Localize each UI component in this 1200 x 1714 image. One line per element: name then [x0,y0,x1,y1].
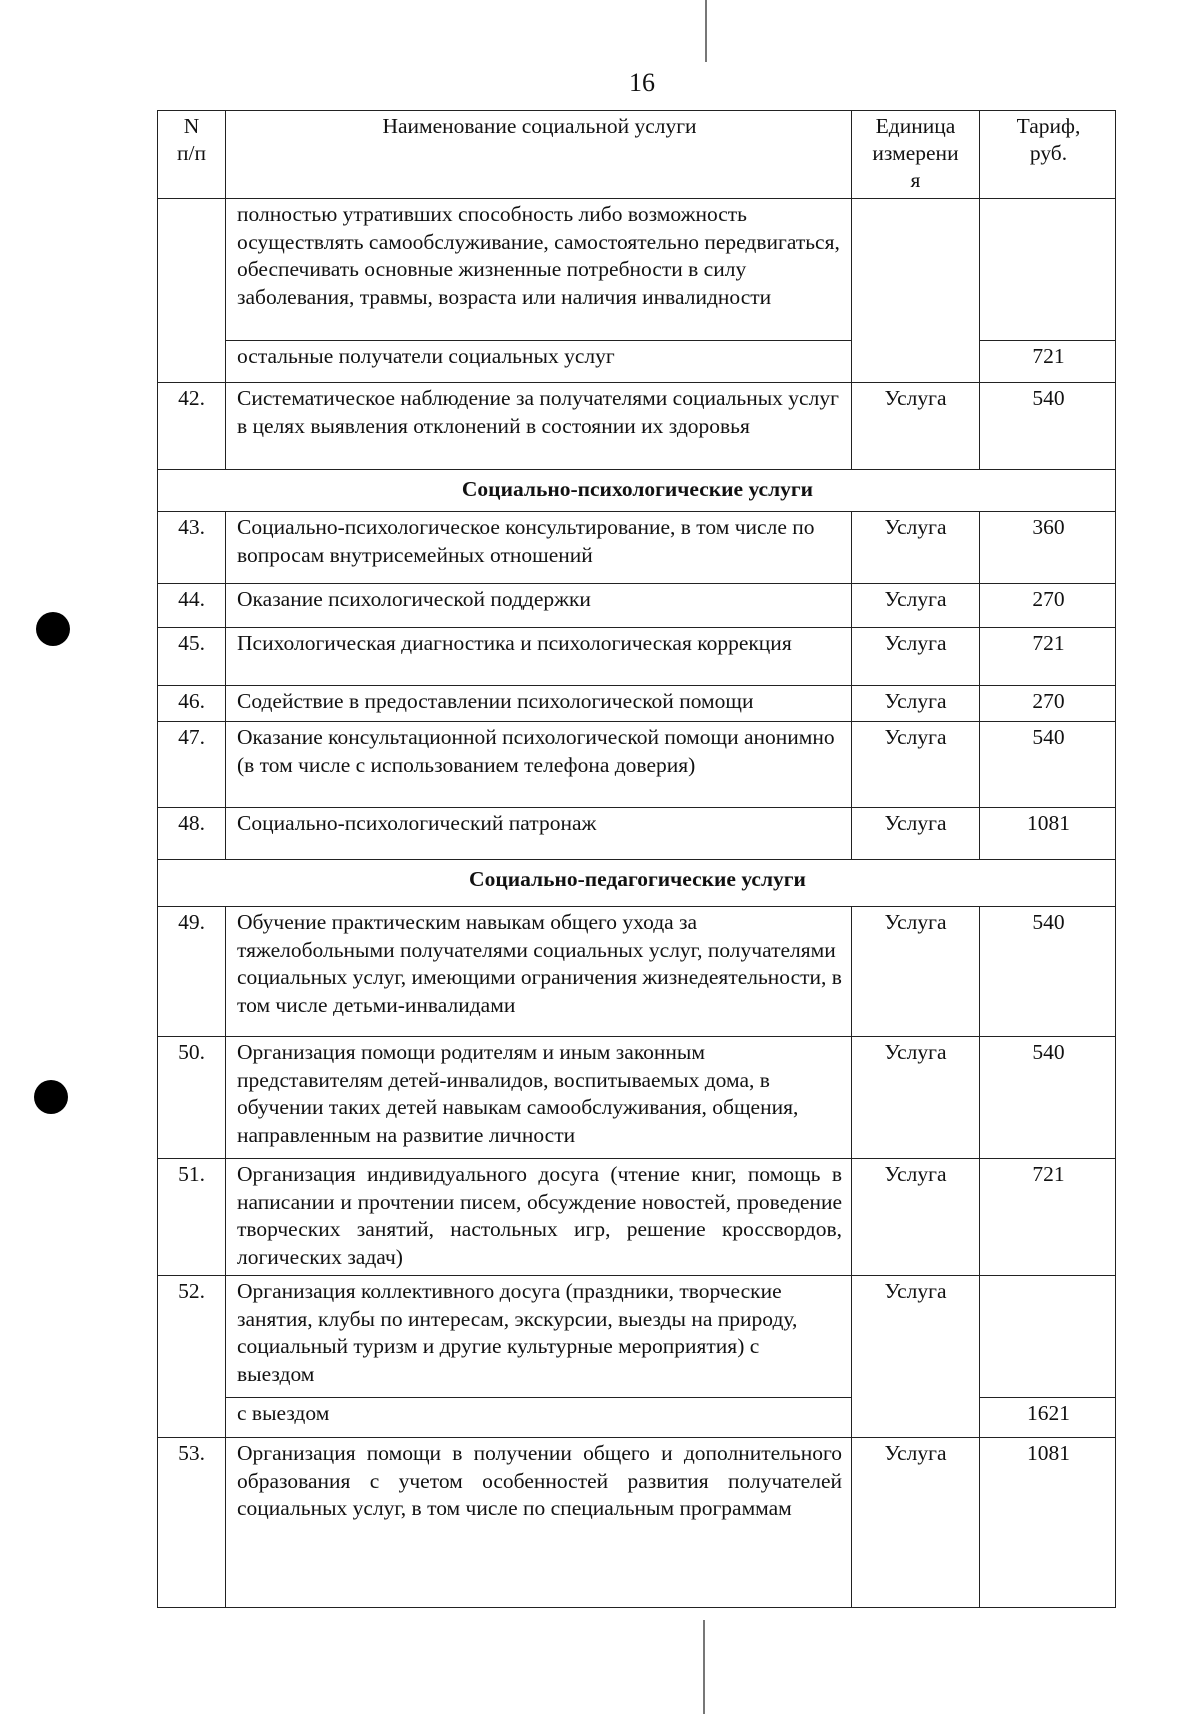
row-service-name: полностью утративших способность либо возможность осуществлять самообслуживание, самостоятельно передвигаться, обеспечивать основные жизненные потребности в силу заболевания, травмы, возраста или наличия инвалидности [226,199,852,341]
scan-fold-line-top [705,0,707,62]
row-service-name: Обучение практическим навыкам общего ухода за тяжелобольными получателями социальных услуг, получателями социальных услуг, имеющими ограничения жизнедеятельности, в том числе детьми-инвалидами [226,907,852,1037]
row-unit: Услуга [852,686,980,722]
row-number [158,199,226,383]
header-number: N п/п [158,111,226,199]
row-service-name: Организация индивидуального досуга (чтение книг, помощь в написании и прочтении писем, обсуждение новостей, проведение творческих занятий, настольных игр, решение кроссвордов, логических задач) [226,1159,852,1276]
row-price: 721 [980,341,1116,383]
row-unit: Услуга [852,512,980,584]
row-service-name: с выездом [226,1398,852,1438]
header-unit: Единица измерени я [852,111,980,199]
row-unit [852,199,980,383]
table-row [158,628,1116,686]
row-service-name: Организация помощи родителям и иным законным представителям детей-инвалидов, воспитываемых дома, в обучении таких детей навыкам самообслуживания, общения, направленным на развитие личности [226,1037,852,1159]
row-unit: Услуга [852,722,980,808]
row-number: 52. [158,1276,226,1438]
table-row [158,1276,1116,1398]
row-unit: Услуга [852,628,980,686]
row-unit: Услуга [852,907,980,1037]
row-number: 43. [158,512,226,584]
table-row [158,1037,1116,1159]
header-service-name: Наименование социальной услуги [226,111,852,199]
table-row [158,907,1116,1037]
row-unit: Услуга [852,584,980,628]
row-unit: Услуга [852,808,980,860]
row-service-name: Психологическая диагностика и психологическая коррекция [226,628,852,686]
row-number: 51. [158,1159,226,1276]
row-number: 53. [158,1438,226,1608]
row-price: 540 [980,1037,1116,1159]
binder-hole-top [36,612,70,646]
row-service-name: Организация помощи в получении общего и дополнительного образования с учетом особенностей развития получателей социальных услуг, в том числе по специальным программам [226,1438,852,1608]
row-service-name: Систематическое наблюдение за получателями социальных услуг в целях выявления отклонений в состоянии их здоровья [226,383,852,470]
row-service-name: Оказание консультационной психологической помощи анонимно (в том числе с использованием телефона доверия) [226,722,852,808]
row-service-name: Содействие в предоставлении психологической помощи [226,686,852,722]
row-number: 47. [158,722,226,808]
row-price [980,1276,1116,1398]
table-row [158,512,1116,584]
row-price: 1621 [980,1398,1116,1438]
row-price: 540 [980,383,1116,470]
row-number: 46. [158,686,226,722]
row-unit: Услуга [852,1276,980,1438]
table-row [158,383,1116,470]
row-service-name: Оказание психологической поддержки [226,584,852,628]
section-title: Социально-психологические услуги [158,470,1116,512]
table-row [158,1438,1116,1608]
row-service-name: Социально-психологическое консультирование, в том числе по вопросам внутрисемейных отношений [226,512,852,584]
table-row [158,722,1116,808]
row-service-name: Социально-психологический патронаж [226,808,852,860]
row-price: 721 [980,1159,1116,1276]
page-number: 16 [629,68,655,97]
row-price: 360 [980,512,1116,584]
row-price: 1081 [980,808,1116,860]
table-row [158,808,1116,860]
row-price: 270 [980,584,1116,628]
tariff-table [157,110,1116,1608]
header-price: Тариф, руб. [980,111,1116,199]
binder-hole-bottom [34,1080,68,1114]
row-unit: Услуга [852,383,980,470]
section-header-row [158,860,1116,907]
table-row [158,199,1116,341]
table-row [158,1159,1116,1276]
row-number: 49. [158,907,226,1037]
row-price: 721 [980,628,1116,686]
row-unit: Услуга [852,1438,980,1608]
table-row [158,686,1116,722]
row-price: 270 [980,686,1116,722]
section-header-row [158,470,1116,512]
row-number: 42. [158,383,226,470]
row-service-name: остальные получатели социальных услуг [226,341,852,383]
scan-fold-line-bottom [703,1620,705,1714]
row-price: 540 [980,907,1116,1037]
row-price [980,199,1116,341]
row-price: 1081 [980,1438,1116,1608]
row-number: 48. [158,808,226,860]
table-header-row [158,111,1116,199]
section-title: Социально-педагогические услуги [158,860,1116,907]
row-price: 540 [980,722,1116,808]
row-unit: Услуга [852,1159,980,1276]
row-number: 45. [158,628,226,686]
table-row [158,584,1116,628]
row-number: 50. [158,1037,226,1159]
row-number: 44. [158,584,226,628]
row-service-name: Организация коллективного досуга (праздники, творческие занятия, клубы по интересам, экскурсии, выезды на природу, социальный туризм и другие культурные мероприятия) с выездом [226,1276,852,1398]
row-unit: Услуга [852,1037,980,1159]
